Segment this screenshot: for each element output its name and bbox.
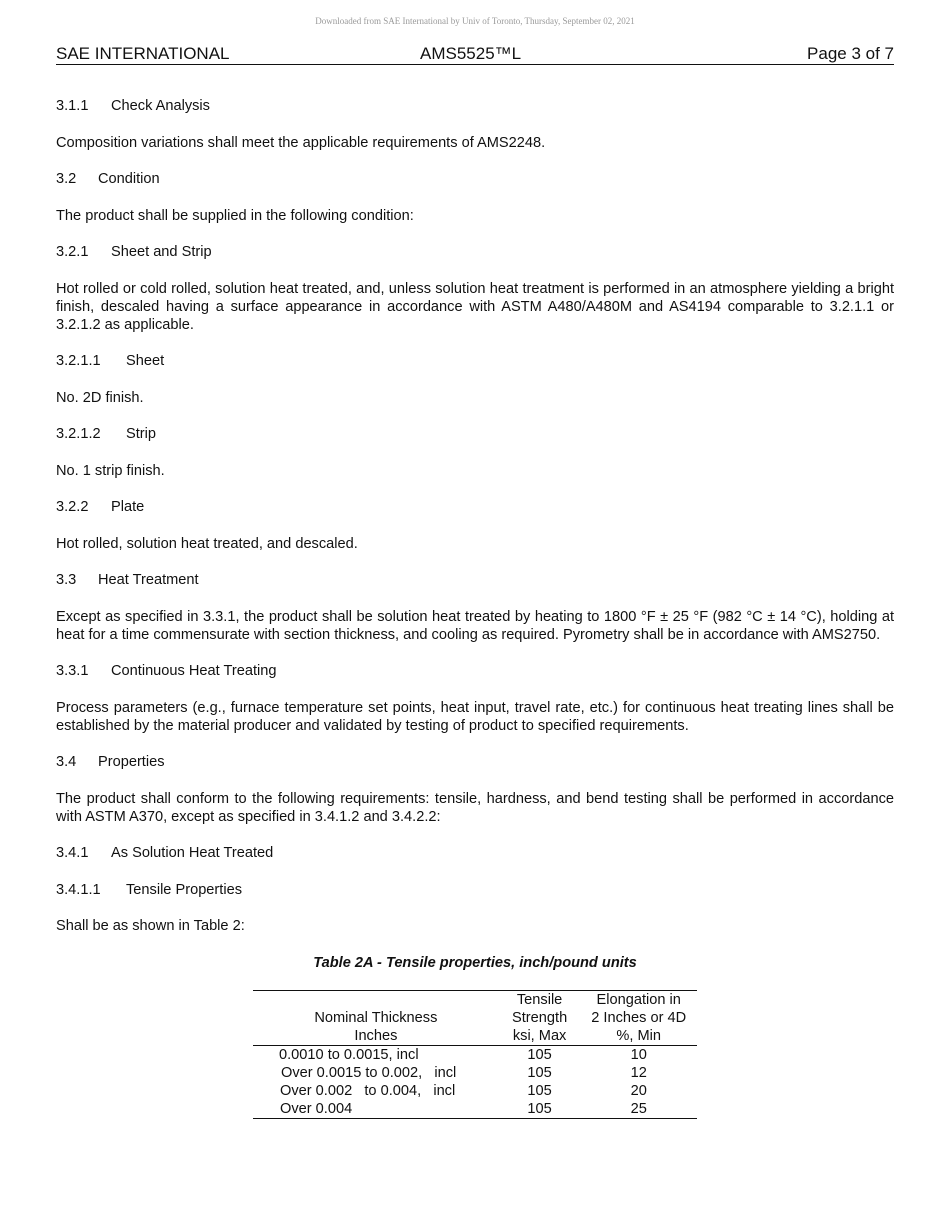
section-title: Strip bbox=[126, 426, 157, 442]
section-heading-3-2-2 bbox=[56, 498, 894, 516]
table-caption: Table 2A - Tensile properties, inch/pound units bbox=[313, 954, 637, 971]
cell-thickness: Over 0.0015 to 0.002, incl bbox=[281, 1064, 457, 1081]
section-title: As Solution Heat Treated bbox=[111, 845, 274, 861]
header-line: Nominal Thickness bbox=[314, 1009, 438, 1026]
page-header bbox=[56, 44, 894, 65]
table-row bbox=[253, 1100, 697, 1119]
paragraph: Composition variations shall meet the applicable requirements of AMS2248. bbox=[56, 134, 546, 151]
header-line: Inches bbox=[354, 1027, 398, 1044]
table-row bbox=[253, 1082, 697, 1100]
paragraph: The product shall conform to the following requirements: tensile, hardness, and bend testing shall be performed in accordance with ASTM A370, except as specified in 3.4.1.2 and 3.4.2.2: bbox=[56, 790, 894, 825]
cell-elongation: 25 bbox=[630, 1100, 647, 1117]
section-number: 3.4 bbox=[56, 754, 77, 770]
table-row bbox=[253, 1064, 697, 1082]
section-heading-3-3 bbox=[56, 571, 894, 589]
section-title: Plate bbox=[111, 499, 145, 515]
section-number: 3.2.1.1 bbox=[56, 353, 101, 369]
header-line: Tensile bbox=[516, 991, 563, 1008]
cell-strength: 105 bbox=[527, 1082, 552, 1099]
table-header-row bbox=[253, 990, 697, 1045]
section-title: Tensile Properties bbox=[126, 881, 242, 898]
section-title: Sheet bbox=[126, 353, 165, 369]
column-header-thickness bbox=[253, 990, 499, 1045]
section-number: 3.4.1.1 bbox=[56, 881, 101, 898]
section-heading-3-2-1-1 bbox=[56, 352, 894, 370]
column-header-strength bbox=[499, 990, 581, 1045]
section-number: 3.3 bbox=[56, 572, 77, 588]
header-line: 2 Inches or 4D bbox=[591, 1009, 687, 1026]
header-page-number: Page 3 of 7 bbox=[807, 44, 894, 63]
cell-elongation: 10 bbox=[630, 1046, 647, 1063]
paragraph: Process parameters (e.g., furnace temperature set points, heat input, travel rate, etc.) for continuous heat treating lines shall be established by the material producer and validated by testing of product to specified requirements. bbox=[56, 699, 894, 734]
cell-strength: 105 bbox=[527, 1064, 552, 1081]
section-number: 3.4.1 bbox=[56, 845, 89, 861]
section-heading-3-2-1-2 bbox=[56, 425, 894, 443]
document-body bbox=[56, 97, 894, 1119]
section-number: 3.2.2 bbox=[56, 499, 89, 515]
section-number: 3.3.1 bbox=[56, 663, 89, 679]
paragraph: No. 1 strip finish. bbox=[56, 462, 165, 479]
header-line: %, Min bbox=[616, 1027, 662, 1044]
paragraph: Except as specified in 3.3.1, the product shall be solution heat treated by heating to 1800 °F ± 25 °F (982 °C ± 14 °C), holding at heat for a time commensurate with section thickness, and cooling as required. Pyrometry shall be in accordance with AMS2750. bbox=[56, 608, 894, 643]
section-title: Check Analysis bbox=[111, 98, 210, 114]
paragraph: Hot rolled, solution heat treated, and descaled. bbox=[56, 535, 358, 552]
cell-strength: 105 bbox=[527, 1046, 552, 1063]
cell-thickness: 0.0010 to 0.0015, incl bbox=[279, 1046, 419, 1063]
section-heading-3-1-1 bbox=[56, 97, 894, 115]
section-number: 3.2.1 bbox=[56, 244, 89, 260]
section-title: Properties bbox=[98, 754, 165, 770]
paragraph: Hot rolled or cold rolled, solution heat treated, and, unless solution heat treatment is performed in an atmosphere yielding a bright finish, descaled having a surface appearance in accordance with ASTM A480/A480M and AS4194 comparable to 3.2.1.1 or 3.2.1.2 as applicable. bbox=[56, 280, 894, 333]
section-title: Heat Treatment bbox=[98, 572, 199, 588]
paragraph: No. 2D finish. bbox=[56, 389, 144, 406]
section-heading-3-4-1-1 bbox=[56, 881, 894, 899]
section-heading-3-3-1 bbox=[56, 662, 894, 680]
column-header-elongation bbox=[580, 990, 697, 1045]
cell-elongation: 12 bbox=[630, 1064, 647, 1081]
section-title: Sheet and Strip bbox=[111, 244, 212, 260]
header-line: ksi, Max bbox=[512, 1027, 567, 1044]
cell-thickness: Over 0.002 to 0.004, incl bbox=[280, 1082, 456, 1099]
table-row bbox=[253, 1045, 697, 1064]
header-line: Elongation in bbox=[596, 991, 681, 1008]
section-title: Continuous Heat Treating bbox=[111, 663, 277, 679]
header-line: Strength bbox=[512, 1009, 568, 1026]
section-number: 3.2 bbox=[56, 171, 77, 187]
section-heading-3-4-1 bbox=[56, 844, 894, 862]
paragraph: The product shall be supplied in the following condition: bbox=[56, 207, 414, 224]
section-number: 3.1.1 bbox=[56, 98, 89, 114]
cell-thickness: Over 0.004 bbox=[280, 1100, 353, 1117]
header-doc-id: AMS5525™L bbox=[420, 44, 522, 63]
section-heading-3-2 bbox=[56, 170, 894, 188]
cell-strength: 105 bbox=[527, 1100, 552, 1117]
section-number: 3.2.1.2 bbox=[56, 426, 101, 442]
section-title: Condition bbox=[98, 171, 160, 187]
paragraph: Shall be as shown in Table 2: bbox=[56, 918, 245, 934]
section-heading-3-2-1 bbox=[56, 243, 894, 261]
header-publisher: SAE INTERNATIONAL bbox=[56, 44, 230, 63]
cell-elongation: 20 bbox=[630, 1082, 647, 1099]
download-watermark: Downloaded from SAE International by Univ of Toronto, Thursday, September 02, 2021 bbox=[315, 16, 635, 26]
section-heading-3-4 bbox=[56, 753, 894, 771]
tensile-properties-table bbox=[253, 990, 697, 1119]
